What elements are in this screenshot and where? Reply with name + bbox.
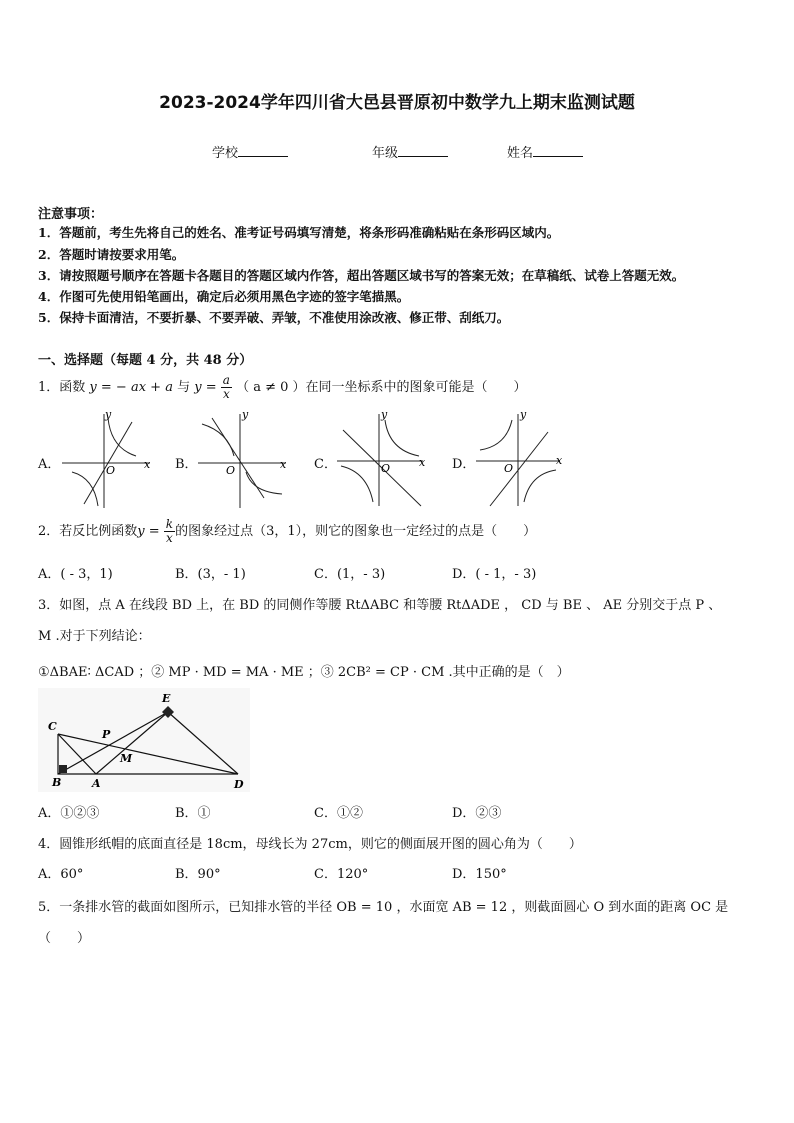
point-label-e: E <box>162 692 171 705</box>
point-label-m: M <box>120 752 133 765</box>
school-field <box>212 142 288 161</box>
origin-label: O <box>106 464 116 477</box>
question-3-line1: 3．如图，点 A 在线段 BD 上，在 BD 的同侧作等腰 RtΔABC 和等腰 RtΔADE ， CD 与 BE 、 AE 分别交于点 P 、 <box>38 598 722 613</box>
note-item: 2．答题时请按要求用笔。 <box>38 247 185 262</box>
q2-fraction <box>164 518 175 545</box>
q4-option-c: C．120° <box>314 867 369 882</box>
name-label: 姓名 <box>507 146 534 161</box>
q2-lhs: y = <box>137 524 160 539</box>
q1-option-b-label: B． <box>175 457 198 472</box>
q3-option-d: D．②③ <box>452 806 502 821</box>
note-item: 5．保持卡面清洁，不要折暴、不要弄破、弄皱，不准使用涂改液、修正带、刮纸刀。 <box>38 310 510 325</box>
grade-blank <box>398 144 448 157</box>
axis-y-label: y <box>105 408 112 421</box>
axis-y-label: y <box>520 408 527 421</box>
name-blank <box>533 144 583 157</box>
question-4-stem: 4．圆锥形纸帽的底面直径是 18cm，母线长为 27cm，则它的侧面展开图的圆心角为（ ） <box>38 837 582 852</box>
page-title: 2023-2024学年四川省大邑县晋原初中数学九上期末监测试题 <box>159 93 635 113</box>
q2-suffix: 的图象经过点（3，1），则它的图象也一定经过的点是（ ） <box>175 524 537 539</box>
axis-x-label: x <box>419 456 426 469</box>
q2-option-c: C．(1，- 3) <box>314 567 386 582</box>
q1-graph-c <box>333 406 433 510</box>
q1-graph-d <box>472 406 572 510</box>
q2-option-a: A．( - 3，1) <box>38 567 113 582</box>
question-5-line2: （ ） <box>38 931 91 946</box>
note-item: 4．作图可先使用铅笔画出，确定后必须用黑色字迹的签字笔描黑。 <box>38 289 410 304</box>
q3-option-b: B．① <box>175 806 211 821</box>
question-1-stem <box>38 374 527 401</box>
point-label-d: D <box>234 778 244 791</box>
point-label-b: B <box>52 776 62 789</box>
axis-x-label: x <box>556 454 563 467</box>
q3-option-a: A．①②③ <box>38 806 100 821</box>
grade-label: 年级 <box>372 146 399 161</box>
note-item: 1．答题前，考生先将自己的姓名、准考证号码填写清楚，将条形码准确粘贴在条形码区域内。 <box>38 225 560 240</box>
question-3-line2: M .对于下列结论： <box>38 629 151 644</box>
axis-x-label: x <box>280 458 287 471</box>
origin-label: O <box>504 462 514 475</box>
q2-option-b: B．(3，- 1) <box>175 567 246 582</box>
question-3-line3: ①ΔBAE∶ ΔCAD ；② MP · MD = MA · ME ；③ 2CB² = CP · CM .其中正确的是（ ） <box>38 665 570 680</box>
q2-frac-den: x <box>166 531 173 545</box>
school-blank <box>238 144 288 157</box>
name-field <box>507 142 583 161</box>
q2-frac-num: k <box>165 517 174 531</box>
q1-graph-b <box>192 408 296 510</box>
q2-prefix: 2．若反比例函数 <box>38 524 138 539</box>
origin-label: O <box>381 462 391 475</box>
grade-field <box>372 142 448 161</box>
q1-frac-den: x <box>222 387 230 401</box>
q3-option-c: C．①② <box>314 806 363 821</box>
notes-heading: 注意事项： <box>38 207 104 222</box>
q1-fraction <box>221 374 232 401</box>
point-label-a: A <box>92 777 101 790</box>
origin-label: O <box>226 464 236 477</box>
q1-option-c-label: C． <box>314 457 337 472</box>
note-item: 3．请按照题号顺序在答题卡各题目的答题区域内作答，超出答题区域书写的答案无效；在草稿纸、试卷上答题无效。 <box>38 268 685 283</box>
q4-option-a: A．60° <box>38 867 84 882</box>
q1-expr1: y = − ax + a <box>89 380 173 395</box>
point-label-p: P <box>102 728 111 741</box>
section-heading: 一、选择题（每题 4 分，共 48 分） <box>38 353 253 368</box>
q3-figure <box>38 688 250 792</box>
q1-suffix: 在同一坐标系中的图象可能是（ ） <box>305 380 527 395</box>
axis-x-label: x <box>144 458 151 471</box>
q1-mid: 与 <box>177 380 191 395</box>
q1-option-d-label: D． <box>452 457 476 472</box>
q1-prefix: 1．函数 <box>38 380 86 395</box>
question-5-line1: 5．一条排水管的截面如图所示，已知排水管的半径 OB = 10 ，水面宽 AB = 12 ，则截面圆心 O 到水面的距离 OC 是 <box>38 900 729 915</box>
q1-frac-num: a <box>222 373 230 387</box>
q1-condition: （ a ≠ 0 ） <box>236 380 306 395</box>
question-2-stem <box>38 518 536 545</box>
q2-option-d: D．( - 1，- 3) <box>452 567 537 582</box>
axis-y-label: y <box>242 408 249 421</box>
q1-expr2: y = <box>194 380 217 395</box>
school-label: 学校 <box>212 146 239 161</box>
q4-option-b: B．90° <box>175 867 221 882</box>
point-label-c: C <box>48 720 57 733</box>
q1-graph-a <box>58 408 158 510</box>
q4-option-d: D．150° <box>452 867 507 882</box>
q1-option-a-label: A． <box>38 457 61 472</box>
axis-y-label: y <box>381 408 388 421</box>
